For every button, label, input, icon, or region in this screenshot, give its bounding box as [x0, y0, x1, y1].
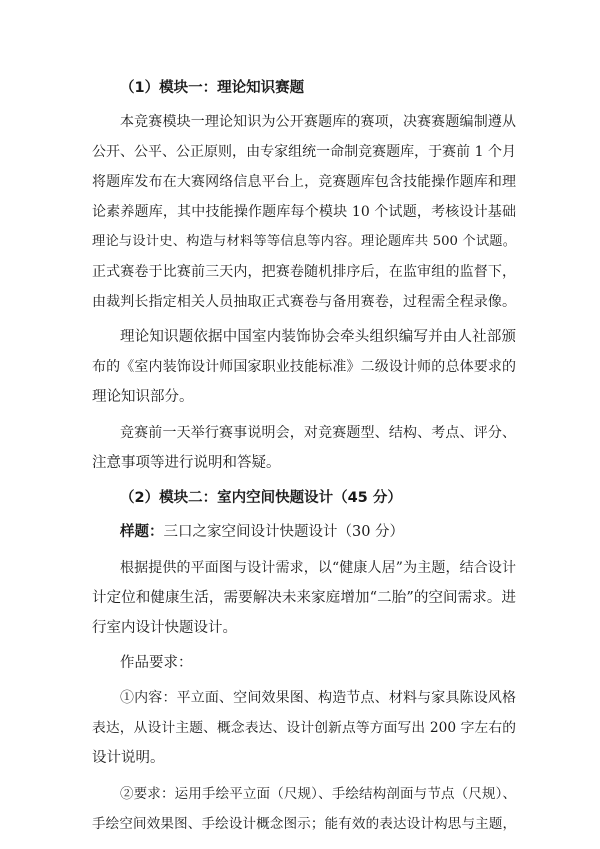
- section1-para1-line: 由裁判长指定相关人员抽取正式赛卷与备用赛卷，过程需全程录像。: [92, 294, 516, 310]
- section1-heading: （1）模块一：理论知识赛题: [120, 80, 305, 96]
- requirement-item2-line: 手绘空间效果图、手绘设计概念图示；能有效的表达设计构思与主题，: [92, 816, 516, 832]
- section2-para1-line: 行室内设计快题设计。: [92, 620, 237, 636]
- section1-para3-line: 竞赛前一天举行赛事说明会，对竞赛题型、结构、考点、评分、: [120, 425, 516, 441]
- requirement-item1-line: ①内容：平立面、空间效果图、构造节点、材料与家具陈设风格: [120, 690, 516, 706]
- section1-para2-line: 理论知识部分。: [92, 389, 194, 405]
- section1-para2-line: 理论知识题依据中国室内装饰协会牵头组织编写并由人社部颁: [120, 329, 516, 345]
- section2-heading: （2）模块二：室内空间快题设计（45 分）: [120, 490, 402, 506]
- requirement-item2-line: ②要求：运用手绘平立面（尺规）、手绘结构剖面与节点（尺规）、: [120, 786, 516, 802]
- section2-para1-line: 计定位和健康生活，需要解决未来家庭增加“二胎”的空间需求。进: [92, 590, 516, 606]
- section2-para1-line: 根据提供的平面图与设计需求，以“健康人居”为主题，结合设计: [120, 560, 516, 576]
- section1-para1-line: 正式赛卷于比赛前三天内，把赛卷随机排序后，在监审组的监督下，: [92, 264, 516, 280]
- sample-line: [120, 522, 516, 542]
- sample-label: 样题：: [120, 524, 164, 540]
- section1-para1-line: 将题库发布在大赛网络信息平台上，竞赛题库包含技能操作题库和理: [92, 174, 516, 190]
- section1-para2-line: 布的《室内装饰设计师国家职业技能标准》二级设计师的总体要求的: [92, 359, 516, 375]
- requirements-title: 作品要求：: [120, 655, 193, 671]
- section1-para3-line: 注意事项等进行说明和答疑。: [92, 455, 281, 471]
- section1-para1-line: 论素养题库，其中技能操作题库每个模块 10 个试题，考核设计基础: [92, 204, 516, 220]
- section1-para1-line: 理论与设计史、构造与材料等等信息等内容。理论题库共 500 个试题。: [92, 234, 516, 249]
- section1-para1-line: 公开、公平、公正原则，由专家组统一命制竞赛题库，于赛前 1 个月: [92, 144, 516, 160]
- sample-text: 三口之家空间设计快题设计（30 分）: [163, 524, 405, 540]
- section1-para1-line: 本竞赛模块一理论知识为公开赛题库的赛项，决赛赛题编制遵从: [120, 114, 516, 130]
- requirement-item1-line: 设计说明。: [92, 750, 165, 766]
- requirement-item1-line: 表达，从设计主题、概念表达、设计创新点等方面写出 200 字左右的: [92, 720, 516, 736]
